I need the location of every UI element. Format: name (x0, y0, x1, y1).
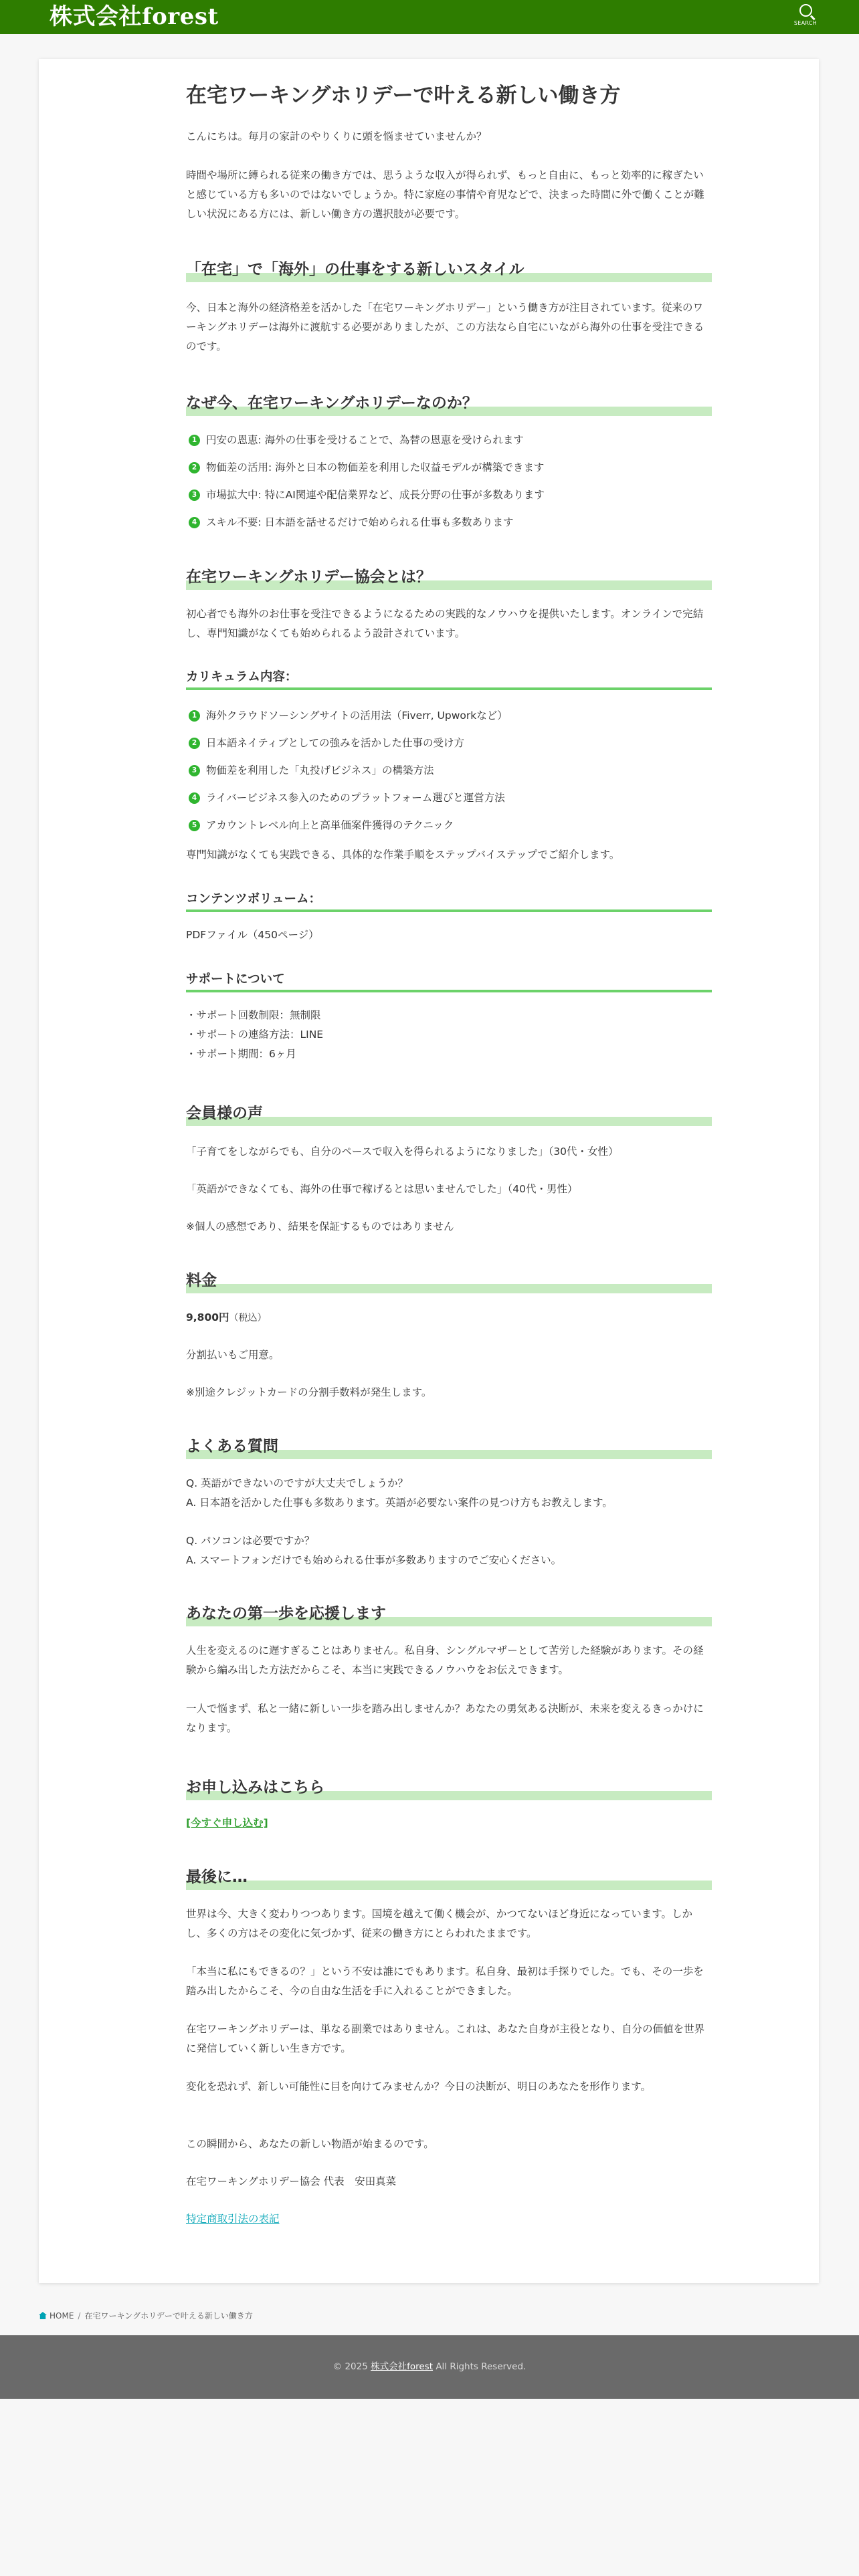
support-item: ・サポート回数制限：無制限 (186, 1009, 321, 1021)
list-item: 2 日本語ネイティブとしての強みを活かした仕事の受け方 (186, 730, 712, 757)
faq-question: Q. 英語ができないのですが大丈夫でしょうか？ (186, 1477, 409, 1489)
section-heading: 在宅ワーキングホリデー協会とは？ (186, 564, 712, 590)
site-header (0, 0, 859, 34)
page-title: 在宅ワーキングホリデーで叶える新しい働き方 (186, 84, 621, 108)
list-number: 5 (189, 820, 200, 831)
copyright-suffix: All Rights Reserved. (436, 2361, 527, 2372)
support-item: ・サポート期間：6ヶ月 (186, 1048, 296, 1060)
section-heading: 最後に… (186, 1864, 712, 1890)
section-paragraph: この瞬間から、あなたの新しい物語が始まるのです。 (186, 2138, 434, 2150)
list-number: 2 (189, 462, 200, 473)
section-paragraph: 一人で悩まず、私と一緒に新しい一歩を踏み出しませんか？あなたの勇気ある決断が、未来を変えるきっかけになります。 (186, 1703, 704, 1734)
installment-text: 分割払いもご用意。 (186, 1349, 280, 1361)
list-item: 1 海外クラウドソーシングサイトの活用法（Fiverr, Upworkなど） (186, 702, 712, 730)
curriculum-note: 専門知識がなくても実践できる、具体的な作業手順をステップバイステップでご紹介します。 (186, 849, 620, 861)
testimonial: 「子育てをしながらでも、自分のペースで収入を得られるようになりました」（30代・女性） (186, 1146, 619, 1158)
legal-link[interactable]: 特定商取引法の表記 (186, 2213, 280, 2225)
sub-heading: カリキュラム内容： (186, 669, 712, 690)
list-item: 4 スキル不要: 日本語を話せるだけで始められる仕事も多数あります (186, 509, 712, 536)
search-button[interactable] (792, 4, 819, 26)
list-number: 3 (189, 765, 200, 776)
home-icon (39, 2312, 47, 2319)
section-paragraph: 初心者でも海外のお仕事を受注できるようになるための実践的なノウハウを提供いたします。オンラインで完結し、専門知識がなくても始められるよう設計されています。 (186, 608, 704, 639)
intro-paragraph: 時間や場所に縛られる従来の働き方では、思うような収入が得られず、もっと自由に、もっと効率的に稼ぎたいと感じている方も多いのではないでしょうか。特に家庭の事情や育児などで、決まった時間に外で働くことが難しい状況にある方には、新しい働き方の選択肢が必要です。 (186, 169, 704, 220)
list-item: 1 円安の恩恵: 海外の仕事を受けることで、為替の恩恵を受けられます (186, 427, 712, 454)
list-number: 2 (189, 738, 200, 749)
breadcrumb-home[interactable]: HOME (50, 2311, 74, 2321)
support-item: ・サポートの連絡方法：LINE (186, 1029, 324, 1041)
curriculum-list (186, 702, 712, 839)
section-heading: なぜ今、在宅ワーキングホリデーなのか？ (186, 391, 712, 416)
price (186, 1308, 712, 1328)
disclaimer: ※個人の感想であり、結果を保証するものではありません (186, 1220, 454, 1232)
apply-row (186, 1814, 712, 1833)
section-heading: よくある質問 (186, 1434, 712, 1459)
sub-heading: サポートについて (186, 971, 712, 992)
site-footer (0, 2335, 859, 2399)
testimonial: 「英語ができなくても、海外の仕事で稼げるとは思いませんでした」（40代・男性） (186, 1183, 578, 1195)
faq-question: Q. パソコンは必要ですか？ (186, 1535, 315, 1547)
signature: 在宅ワーキングホリデー協会 代表 安田真菜 (186, 2175, 397, 2187)
article-card (39, 59, 819, 2283)
faq-answer: A. 日本語を活かした仕事も多数あります。英語が必要ない案件の見つけ方もお教えします。 (186, 1497, 613, 1509)
list-number: 4 (189, 517, 200, 528)
price-note: ※別途クレジットカードの分割手数料が発生します。 (186, 1386, 432, 1398)
list-item: 2 物価差の活用: 海外と日本の物価差を利用した収益モデルが構築できます (186, 454, 712, 481)
section-paragraph: 変化を恐れず、新しい可能性に目を向けてみませんか？今日の決断が、明日のあなたを形作ります。 (186, 2080, 652, 2092)
section-paragraph: 「本当に私にもできるの？」という不安は誰にでもあります。私自身、最初は手探りでした。でも、その一歩を踏み出したからこそ、今の自由な生活を手に入れることができました。 (186, 1965, 704, 1997)
section-heading: お申し込みはこちら (186, 1775, 712, 1800)
legal-row (186, 2210, 712, 2229)
list-item: 3 物価差を利用した「丸投げビジネス」の構築方法 (186, 757, 712, 784)
section-heading: 会員様の声 (186, 1101, 712, 1126)
section-heading: あなたの第一歩を応援します (186, 1601, 712, 1626)
section-paragraph: 在宅ワーキングホリデーは、単なる副業ではありません。これは、あなた自身が主役となり、自分の価値を世界に発信していく新しい生き方です。 (186, 2023, 705, 2054)
reasons-list (186, 427, 712, 536)
footer-company-link[interactable]: 株式会社forest (371, 2361, 434, 2372)
section-paragraph: 今、日本と海外の経済格差を活かした「在宅ワーキングホリデー」という働き方が注目されています。従来のワーキングホリデーは海外に渡航する必要がありましたが、この方法なら自宅にいながら海外の仕事を受注できるのです。 (186, 302, 704, 352)
list-item: 5 アカウントレベル向上と高単価案件獲得のテクニック (186, 812, 712, 839)
breadcrumb-separator: / (78, 2311, 81, 2321)
price-tax: （税込） (229, 1313, 267, 1323)
breadcrumb (39, 2311, 253, 2321)
section-paragraph: 世界は今、大きく変わりつつあります。国境を越えて働く機会が、かつてないほど身近になっています。しかし、多くの方はその変化に気づかず、従来の働き方にとらわれたままです。 (186, 1908, 693, 1939)
list-number: 1 (189, 710, 200, 722)
list-item: 3 市場拡大中: 特にAI関連や配信業界など、成長分野の仕事が多数あります (186, 481, 712, 509)
price-amount: 9,800円 (186, 1311, 229, 1323)
apply-link[interactable]: [今すぐ申し込む] (186, 1817, 268, 1829)
list-number: 4 (189, 792, 200, 804)
section-heading: 「在宅」で「海外」の仕事をする新しいスタイル (186, 257, 712, 282)
section-paragraph: 人生を変えるのに遅すぎることはありません。私自身、シングルマザーとして苦労した経験があります。その経験から編み出した方法だからこそ、本当に実践できるノウハウをお伝えできます。 (186, 1644, 704, 1676)
list-number: 3 (189, 490, 200, 501)
sub-heading: コンテンツボリューム： (186, 891, 712, 912)
search-label: SEARCH (793, 20, 818, 26)
volume-text: PDFファイル（450ページ） (186, 929, 319, 941)
faq-answer: A. スマートフォンだけでも始められる仕事が多数ありますのでご安心ください。 (186, 1554, 562, 1566)
breadcrumb-current: 在宅ワーキングホリデーで叶える新しい働き方 (84, 2311, 253, 2321)
section-heading: 料金 (186, 1268, 712, 1293)
copyright-prefix: © 2025 (332, 2361, 368, 2372)
list-number: 1 (189, 435, 200, 446)
search-icon (799, 4, 812, 17)
site-logo[interactable]: 株式会社forest (50, 3, 219, 30)
intro-paragraph: こんにちは。毎月の家計のやりくりに頭を悩ませていませんか？ (186, 130, 487, 142)
list-item: 4 ライバービジネス参入のためのプラットフォーム選びと運営方法 (186, 784, 712, 812)
